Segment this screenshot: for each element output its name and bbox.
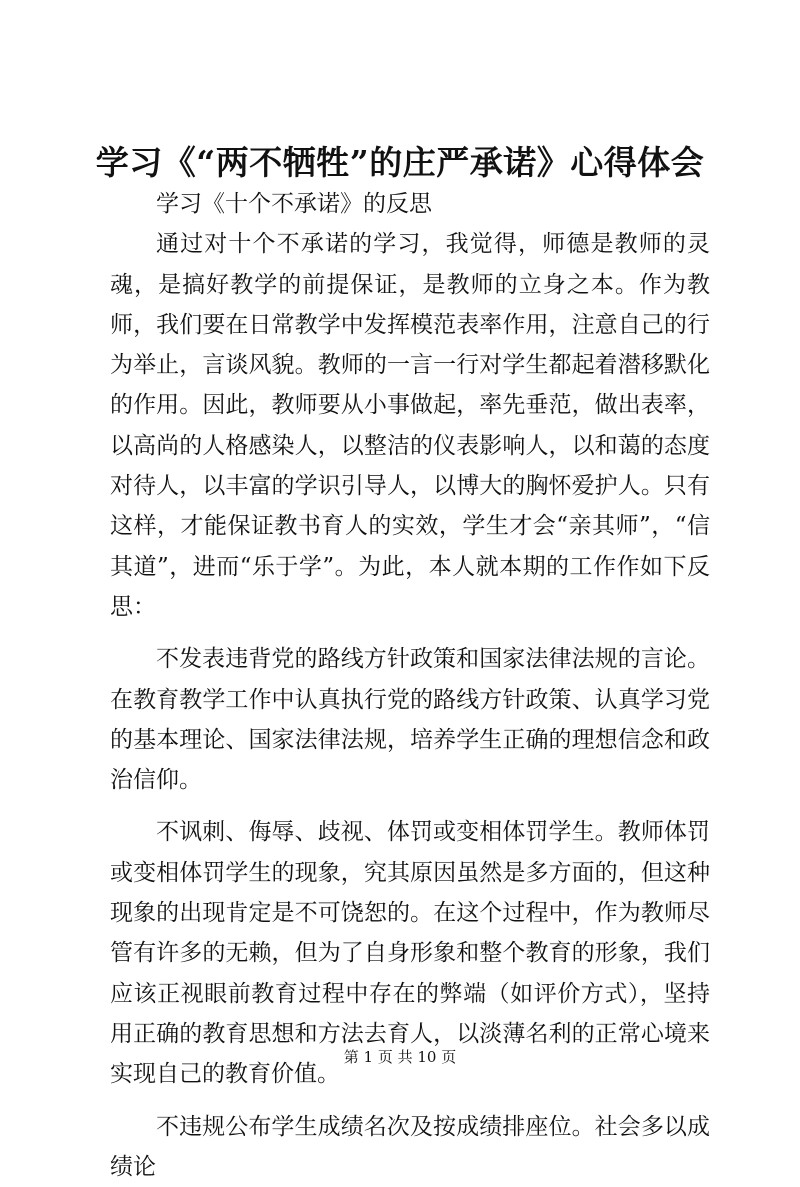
paragraph: 通过对十个不承诺的学习，我觉得，师德是教师的灵魂，是搞好教学的前提保证，是教师的立身之本。作为教师，我们要在日常教学中发挥模范表率作用，注意自己的行为举止，言谈风貌。教师的一言一行对学生都起着潜移默化的作用。因此，教师要从小事做起，率先垂范，做出表率，以高尚的人格感染人，以整洁的仪表影响人，以和蔼的态度对待人，以丰富的学识引导人，以博大的胸怀爱护人。只有这样，才能保证教书育人的实效，学生才会“亲其师”，“信其道”，进而“乐于学”。为此，本人就本期的工作作如下反思： (110, 231, 710, 620)
subtitle: 学习《十个不承诺》的反思 (156, 191, 432, 217)
page-number-footer: 第 1 页 共 10 页 (343, 1048, 457, 1066)
paragraph: 不违规公布学生成绩名次及按成绩排座位。社会多以成绩论 (110, 1113, 710, 1180)
document-body (110, 184, 710, 1187)
document-title: 学习《“两不牺牲”的庄严承诺》心得体会 (95, 143, 705, 182)
paragraph: 不发表违背党的路线方针政策和国家法律法规的言论。在教育教学工作中认真执行党的路线方针政策、认真学习党的基本理论、国家法律法规，培养学生正确的理想信念和政治信仰。 (110, 646, 710, 794)
paragraph: 不讽刺、侮辱、歧视、体罚或变相体罚学生。教师体罚或变相体罚学生的现象，究其原因虽然是多方面的，但这种现象的出现肯定是不可饶恕的。在这个过程中，作为教师尽管有许多的无赖，但为了自身形象和整个教育的形象，我们应该正视眼前教育过程中存在的弊端（如评价方式），坚持用正确的教育思想和方法去育人，以淡薄名利的正常心境来实现自己的教育价值。 (110, 819, 710, 1088)
